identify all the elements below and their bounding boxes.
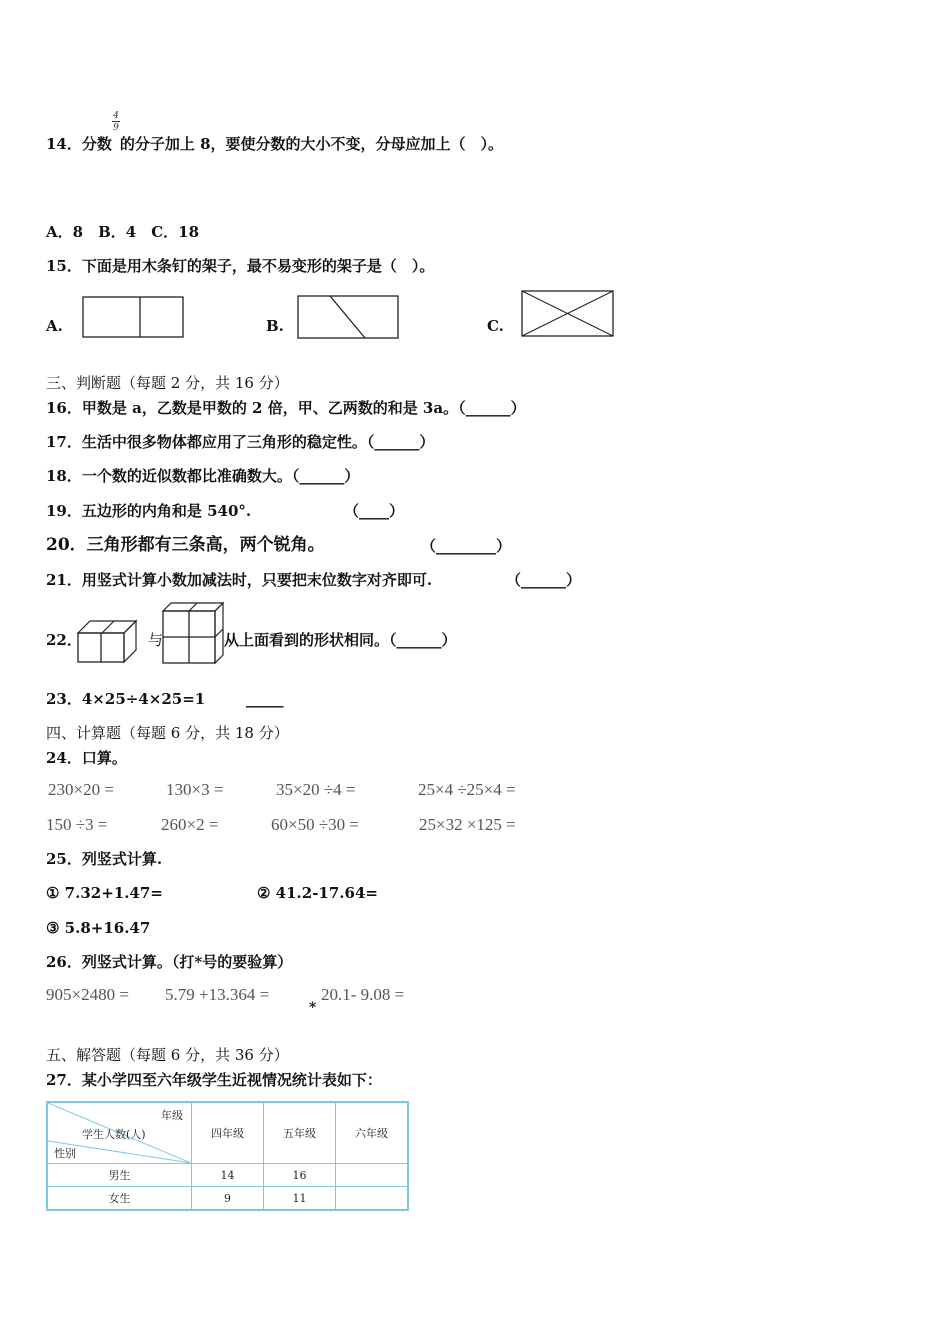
q20-text: 20．三角形都有三条高，两个锐角。 xyxy=(46,535,325,555)
q27-title: 27．某小学四至六年级学生近视情况统计表如下： xyxy=(46,1071,382,1089)
row-label-girls: 女生 xyxy=(47,1187,192,1211)
q26-expr-3: 20.1- 9.08 = xyxy=(321,985,405,1004)
q21-blank: （______） xyxy=(506,571,582,589)
col-header-grade4: 四年级 xyxy=(192,1102,264,1164)
q25-problem-1: ① 7.32+1.47= xyxy=(46,884,163,902)
q23-blank: _____ xyxy=(246,690,284,708)
section4-heading: 四、计算题（每题 6 分，共 18 分） xyxy=(46,724,289,742)
frame-rectangle-diagonal xyxy=(297,295,401,341)
header-grade-label: 年级 xyxy=(161,1109,183,1122)
q19-text: 19．五边形的内角和是 540°. xyxy=(46,502,252,520)
q15-text: 15．下面是用木条钉的架子，最不易变形的架子是（ ）。 xyxy=(46,257,435,275)
fraction-bar xyxy=(112,121,120,122)
q24-r2-c4: 25×32 ×125 = xyxy=(419,815,516,834)
q26-expr-1: 905×2480 = xyxy=(46,985,129,1004)
cube-stack-four-icon xyxy=(161,601,225,665)
q25-problem-2: ② 41.2-17.64= xyxy=(257,884,378,902)
statistics-table xyxy=(46,1101,409,1211)
q26-star-mark: * xyxy=(309,1000,317,1016)
table-row xyxy=(47,1187,408,1211)
q22-number: 22． xyxy=(46,631,82,649)
section5-heading: 五、解答题（每题 6 分，共 36 分） xyxy=(46,1046,289,1064)
q14-options: A．8 B．4 C．18 xyxy=(46,223,200,241)
table-row xyxy=(47,1164,408,1187)
header-count-label: 学生人数(人) xyxy=(82,1128,146,1141)
q24-r1-c2: 130×3 = xyxy=(166,780,224,799)
cell-girls-grade4: 9 xyxy=(192,1187,264,1211)
q24-title: 24．口算。 xyxy=(46,749,127,767)
q26-title: 26．列竖式计算。（打*号的要验算） xyxy=(46,953,293,971)
fraction-denominator: 9 xyxy=(113,123,119,133)
cell-boys-grade4: 14 xyxy=(192,1164,264,1187)
cell-girls-grade5: 11 xyxy=(264,1187,336,1211)
q16-text: 16．甲数是 a，乙数是甲数的 2 倍，甲、乙两数的和是 3a。（______） xyxy=(46,399,526,417)
q21-text: 21．用竖式计算小数加减法时，只要把末位数字对齐即可. xyxy=(46,571,433,589)
cell-boys-grade5: 16 xyxy=(264,1164,336,1187)
col-header-grade5: 五年级 xyxy=(264,1102,336,1164)
q26-expr-2: 5.79 +13.364 = xyxy=(165,985,270,1004)
cell-girls-grade6[interactable] xyxy=(336,1187,409,1211)
q24-r1-c3: 35×20 ÷4 = xyxy=(276,780,356,799)
q22-text: 从上面看到的形状相同。（______） xyxy=(224,631,457,649)
q25-problem-3: ③ 5.8+16.47 xyxy=(46,919,151,937)
frame-rectangle-two-parts xyxy=(82,296,186,340)
q25-title: 25．列竖式计算. xyxy=(46,850,163,868)
q24-r1-c4: 25×4 ÷25×4 = xyxy=(418,780,516,799)
col-header-grade6: 六年级 xyxy=(336,1102,409,1164)
q15-option-a: A. xyxy=(46,317,63,335)
q15-option-b: B. xyxy=(266,317,284,335)
frame-rectangle-cross xyxy=(521,290,616,339)
q15-option-c: C. xyxy=(487,317,504,335)
q14-prefix: 14．分数 xyxy=(46,135,112,153)
row-label-boys: 男生 xyxy=(47,1164,192,1187)
q14-text: 的分子加上 8，要使分数的大小不变，分母应加上（ ）。 xyxy=(119,135,504,153)
q14-line xyxy=(46,134,503,154)
fraction-numerator: 4 xyxy=(113,111,119,121)
q24-r2-c3: 60×50 ÷30 = xyxy=(271,815,360,834)
q23-text: 23．4×25÷4×25=1 xyxy=(46,690,206,708)
q17-text: 17．生活中很多物体都应用了三角形的稳定性。（______） xyxy=(46,433,435,451)
header-gender-label: 性别 xyxy=(54,1147,76,1160)
q22-connector: 与 xyxy=(148,631,164,649)
q19-blank: （____） xyxy=(344,502,405,520)
cell-boys-grade6[interactable] xyxy=(336,1164,409,1187)
section3-heading: 三、判断题（每题 2 分，共 16 分） xyxy=(46,374,289,392)
q24-r2-c2: 260×2 = xyxy=(161,815,219,834)
q18-text: 18．一个数的近似数都比准确数大。（______） xyxy=(46,467,360,485)
cube-stack-two-icon xyxy=(76,617,138,665)
q24-r1-c1: 230×20 = xyxy=(48,780,114,799)
q24-r2-c1: 150 ÷3 = xyxy=(46,815,108,834)
q20-blank: （________） xyxy=(421,537,512,555)
table-header-diagonal-cell xyxy=(47,1102,192,1164)
